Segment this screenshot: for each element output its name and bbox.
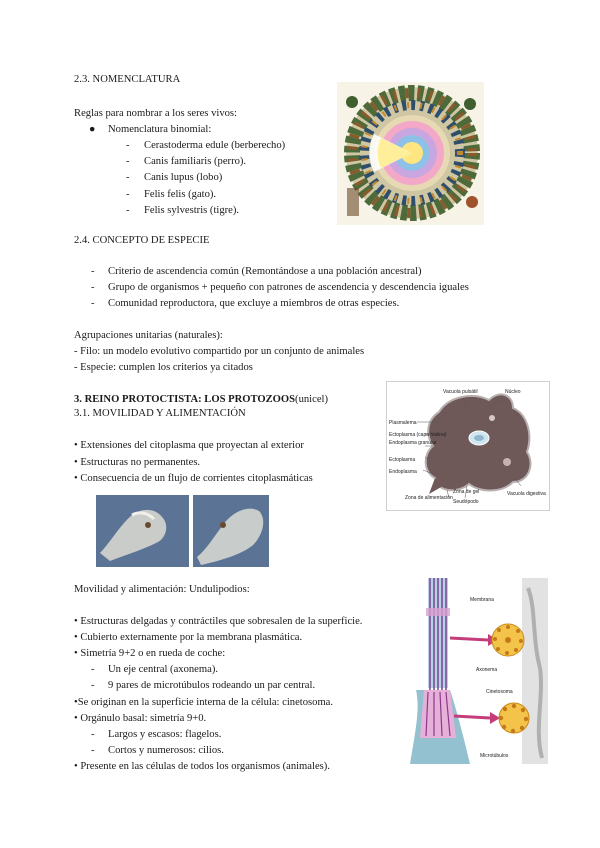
dash-marker: - (91, 664, 95, 676)
mobility-bullet: • Extensiones del citoplasma que proyectan al exterior (74, 440, 304, 451)
microscope-photo-right (193, 495, 269, 567)
dash-marker: - (91, 680, 95, 692)
amoeba-label: Endoplasma (389, 469, 417, 475)
dash-marker: - (91, 266, 95, 277)
section-2-4-heading: 2.4. CONCEPTO DE ESPECIE (74, 235, 210, 246)
taxonomy-wheel-figure (337, 82, 484, 225)
cilium-label: Microtúbulos (480, 753, 509, 759)
amoeba-label: Ectoplasma (389, 457, 416, 463)
cilium-label: Membrana (470, 597, 494, 603)
grouping-line: - Filo: un modelo evolutivo compartido por un conjunto de animales (74, 346, 365, 357)
dash-marker: - (91, 298, 95, 309)
amoeba-label: Vacuola pulsátil (443, 389, 478, 395)
amoeba-label: Vacuola digestiva (507, 491, 546, 497)
section-3-1-heading: 3.1. MOVILIDAD Y ALIMENTACIÓN (74, 408, 246, 419)
dash-marker: - (126, 204, 130, 216)
undulipodio-item: • Orgánulo basal: simetría 9+0. (74, 712, 207, 724)
cilium-figure (410, 578, 548, 764)
dash-marker: - (91, 744, 95, 756)
microscope-photo-left (96, 495, 189, 567)
binomial-example: Canis lupus (lobo) (144, 172, 223, 184)
undulipodio-item: • Estructuras delgadas y contráctiles que sobresalen de la superficie. (74, 616, 363, 627)
dash-marker: - (91, 282, 95, 293)
dash-marker: - (126, 140, 130, 151)
binomial-example: Cerastoderma edule (berberecho) (144, 140, 286, 151)
species-criterion: Grupo de organismos + pequeño con patrones de ascendencia y descendencia iguales (108, 282, 469, 293)
amoeba-label: Plasmalema (389, 420, 417, 426)
binomial-example: Felis sylvestris (tigre). (144, 204, 240, 216)
cilium-label: Axonema (476, 667, 498, 673)
mobility-bullet: • Estructuras no permanentes. (74, 457, 201, 468)
amoeba-label: Núcleo (505, 389, 521, 395)
section-3-heading-normal: (unicel) (295, 394, 328, 405)
undulipodio-item: • Presente en las células de todos los organismos (animales). (74, 760, 330, 772)
undulipodio-subitem: Cortos y numerosos: cilios. (108, 744, 224, 756)
grouping-line: - Especie: cumplen los criterios ya citados (74, 362, 253, 373)
undulipodio-subitem: Un eje central (axonema). (108, 664, 218, 676)
taxonomy-wheel-image (337, 82, 484, 225)
binomial-label: Nomenclatura binomial: (108, 124, 212, 135)
binomial-example: Felis felis (gato). (144, 188, 217, 200)
amoeba-label: Ectoplasma (capa hialina) (389, 432, 447, 438)
species-criterion: Comunidad reproductora, que excluye a miembros de otras especies. (108, 298, 400, 309)
microscope-photo-left-image (96, 495, 189, 567)
dash-marker: - (126, 156, 130, 168)
bullet-dot: ● (89, 124, 96, 135)
binomial-example: Canis familiaris (perro). (144, 156, 247, 168)
amoeba-label: Endoplasma granular (389, 440, 437, 446)
dash-marker: - (126, 172, 130, 184)
undulipodio-subitem: 9 pares de microtúbulos rodeando un par central. (108, 680, 316, 692)
microscope-photo-right-image (193, 495, 269, 567)
section-3-heading-bold: 3. REINO PROTOCTISTA: LOS PROTOZOOS (74, 394, 296, 405)
dash-marker: - (91, 728, 95, 740)
amoeba-label: Zona de gel (453, 489, 480, 495)
dash-marker: - (126, 188, 130, 200)
cilium-label: Cinetosoma (486, 689, 513, 695)
undulipodio-item: • Simetría 9+2 o en rueda de coche: (74, 648, 226, 660)
mobility-bullet: • Consecuencia de un flujo de corrientes citoplasmáticas (74, 473, 313, 484)
undulipodios-title: Movilidad y alimentación: Undulipodios: (74, 584, 250, 595)
groupings-title: Agrupaciones unitarias (naturales): (74, 330, 223, 341)
section-3-heading (74, 393, 328, 406)
section-2-3-heading: 2.3. NOMENCLATURA (74, 74, 181, 85)
amoeba-label: Seudópodo (453, 499, 479, 505)
amoeba-figure (386, 381, 550, 511)
undulipodio-item: •Se originan en la superficie interna de la célula: cinetosoma. (74, 696, 334, 708)
undulipodio-subitem: Largos y escasos: flagelos. (108, 728, 222, 740)
undulipodio-item: • Cubierto externamente por la membrana plasmática. (74, 632, 303, 644)
amoeba-label: Zona de alimentación (405, 495, 453, 501)
section-2-3-intro: Reglas para nombrar a los seres vivos: (74, 108, 237, 119)
species-criterion: Criterio de ascendencia común (Remontándose a una población ancestral) (108, 266, 422, 277)
